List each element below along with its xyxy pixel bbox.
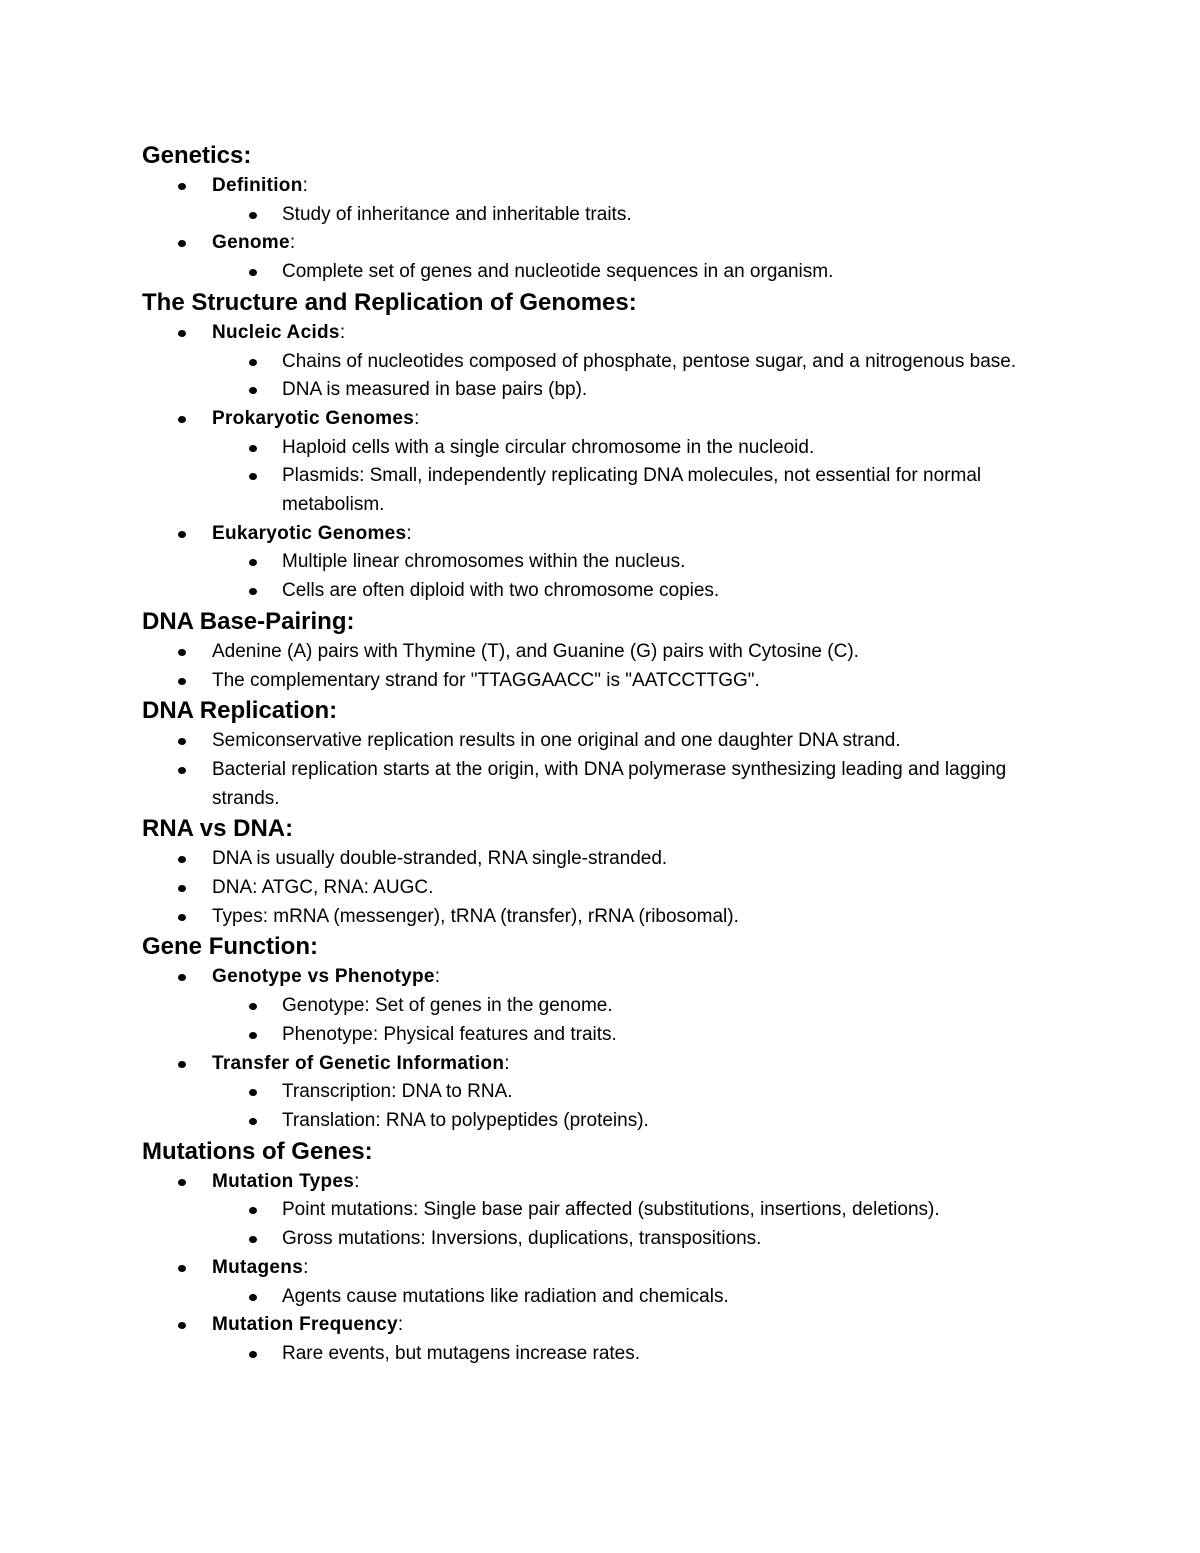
list-item: Transfer of Genetic Information: xyxy=(142,1050,1072,1079)
sub-item-text: Agents cause mutations like radiation and chemicals. xyxy=(282,1285,729,1307)
sub-list-item xyxy=(142,1225,1072,1254)
bullet-icon xyxy=(249,473,257,480)
sub-list-item xyxy=(142,548,1072,577)
bullet-icon xyxy=(249,1236,257,1243)
bullet-icon xyxy=(249,269,257,276)
sub-item-text: Cells are often diploid with two chromosome copies. xyxy=(282,580,720,602)
notes-section xyxy=(142,140,1072,287)
bullet-icon xyxy=(249,1294,257,1301)
bullet-icon xyxy=(178,416,186,423)
sub-item-text: Phenotype: Physical features and traits. xyxy=(282,1023,617,1045)
bullet-icon xyxy=(249,1032,257,1039)
bullet-icon xyxy=(249,445,257,452)
list-item: Nucleic Acids: xyxy=(142,319,1072,348)
list-item xyxy=(142,756,1072,813)
bullet-icon xyxy=(249,1118,257,1125)
notes-section xyxy=(142,1136,1072,1369)
sub-item-text: DNA is measured in base pairs (bp). xyxy=(282,379,588,401)
section-heading: The Structure and Replication of Genomes: xyxy=(142,288,637,316)
list-item xyxy=(142,874,1072,903)
sub-item-text: Rare events, but mutagens increase rates. xyxy=(282,1342,641,1364)
bullet-icon xyxy=(249,1003,257,1010)
list-item: Mutation Types: xyxy=(142,1168,1072,1197)
bullet-icon xyxy=(178,914,186,921)
term-label: Definition xyxy=(212,175,303,196)
bullet-icon xyxy=(178,738,186,745)
item-text: DNA: ATGC, RNA: AUGC. xyxy=(212,877,434,899)
term-label: Transfer of Genetic Information xyxy=(212,1052,505,1074)
bullet-list xyxy=(142,727,1072,813)
item-text: Types: mRNA (messenger), tRNA (transfer), rRNA (ribosomal). xyxy=(212,905,739,927)
section-heading: DNA Replication: xyxy=(142,697,338,725)
section-heading: RNA vs DNA: xyxy=(142,815,294,843)
sub-item-text: Chains of nucleotides composed of phosphate, pentose sugar, and a nitrogenous base. xyxy=(282,350,1017,372)
list-item xyxy=(142,638,1072,667)
bullet-icon xyxy=(178,856,186,863)
term-label: Mutation Types xyxy=(212,1170,355,1192)
term-label: Prokaryotic Genomes xyxy=(212,407,415,429)
list-item: Eukaryotic Genomes: xyxy=(142,520,1072,549)
bullet-icon xyxy=(249,359,257,366)
list-item: Prokaryotic Genomes: xyxy=(142,405,1072,434)
sub-item-text: Genotype: Set of genes in the genome. xyxy=(282,995,613,1017)
item-text: Adenine (A) pairs with Thymine (T), and Guanine (G) pairs with Cytosine (C). xyxy=(212,640,859,662)
bullet-icon xyxy=(249,212,257,219)
term-label: Genome xyxy=(212,232,290,254)
bullet-list xyxy=(142,319,1072,606)
bullet-list xyxy=(142,172,1072,287)
bullet-icon xyxy=(178,767,186,774)
sub-list-item xyxy=(142,1107,1072,1136)
sub-list-item xyxy=(142,201,1072,230)
list-item xyxy=(142,727,1072,756)
sub-list-item xyxy=(142,348,1072,377)
list-item xyxy=(142,903,1072,932)
term-label: Eukaryotic Genomes xyxy=(212,522,407,544)
list-item: Mutation Frequency: xyxy=(142,1311,1072,1340)
term-label: Mutation Frequency xyxy=(212,1314,398,1336)
bullet-icon xyxy=(249,559,257,566)
document-body xyxy=(142,140,1072,1369)
bullet-list xyxy=(142,638,1072,695)
sub-list-item xyxy=(142,376,1072,405)
bullet-list xyxy=(142,963,1072,1135)
notes-section xyxy=(142,287,1072,606)
item-text: Semiconservative replication results in one original and one daughter DNA strand. xyxy=(212,730,901,752)
sub-item-text: Haploid cells with a single circular chromosome in the nucleoid. xyxy=(282,436,815,458)
section-heading: DNA Base-Pairing: xyxy=(142,607,355,635)
section-heading: Mutations of Genes: xyxy=(142,1137,373,1165)
bullet-icon xyxy=(178,885,186,892)
sub-item-text: Multiple linear chromosomes within the nucleus. xyxy=(282,551,686,573)
item-text: The complementary strand for "TTAGGAACC" is "AATCCTTGG". xyxy=(212,669,760,691)
bullet-icon xyxy=(249,1207,257,1214)
bullet-icon xyxy=(249,1351,257,1358)
bullet-list xyxy=(142,845,1072,931)
notes-section xyxy=(142,813,1072,931)
term-label: Nucleic Acids xyxy=(212,321,340,343)
sub-list-item xyxy=(142,1078,1072,1107)
bullet-icon xyxy=(249,387,257,394)
sub-item-text: Point mutations: Single base pair affected (substitutions, insertions, deletions). xyxy=(282,1199,940,1221)
bullet-icon xyxy=(178,183,186,190)
sub-item-text: Gross mutations: Inversions, duplications, transpositions. xyxy=(282,1228,762,1250)
bullet-icon xyxy=(178,330,186,337)
list-item: Genome: xyxy=(142,229,1072,258)
sub-item-text: Plasmids: Small, independently replicating DNA molecules, not essential for normal metabolism. xyxy=(282,465,982,516)
sub-list-item xyxy=(142,462,1072,519)
sub-list-item xyxy=(142,1196,1072,1225)
list-item: Mutagens: xyxy=(142,1254,1072,1283)
section-heading: Genetics: xyxy=(142,142,252,169)
sub-list-item xyxy=(142,577,1072,606)
sub-list-item xyxy=(142,434,1072,463)
item-text: DNA is usually double-stranded, RNA single-stranded. xyxy=(212,848,668,870)
sub-list-item xyxy=(142,258,1072,287)
bullet-icon xyxy=(178,1265,186,1272)
bullet-icon xyxy=(249,588,257,595)
bullet-icon xyxy=(178,1179,186,1186)
bullet-icon xyxy=(178,240,186,247)
bullet-icon xyxy=(178,974,186,981)
sub-item-text: Transcription: DNA to RNA. xyxy=(282,1081,513,1103)
term-label: Mutagens xyxy=(212,1256,304,1278)
bullet-icon xyxy=(178,1061,186,1068)
sub-list-item xyxy=(142,1283,1072,1312)
bullet-icon xyxy=(178,649,186,656)
bullet-icon xyxy=(178,531,186,538)
bullet-icon xyxy=(178,678,186,685)
notes-section xyxy=(142,931,1072,1135)
sub-item-text: Complete set of genes and nucleotide sequences in an organism. xyxy=(282,261,834,283)
section-heading: Gene Function: xyxy=(142,933,318,961)
item-text: Bacterial replication starts at the origin, with DNA polymerase synthesizing leading and lagging strands. xyxy=(212,758,1007,809)
sub-list-item xyxy=(142,1340,1072,1369)
bullet-icon xyxy=(178,1322,186,1329)
bullet-list xyxy=(142,1168,1072,1369)
bullet-icon xyxy=(249,1089,257,1096)
list-item xyxy=(142,845,1072,874)
sub-list-item xyxy=(142,1021,1072,1050)
notes-section xyxy=(142,695,1072,813)
list-item: Genotype vs Phenotype: xyxy=(142,963,1072,992)
list-item xyxy=(142,667,1072,696)
notes-section xyxy=(142,606,1072,695)
sub-list-item xyxy=(142,992,1072,1021)
term-label: Genotype vs Phenotype xyxy=(212,966,435,988)
list-item: Definition: xyxy=(142,172,1072,201)
sub-item-text: Translation: RNA to polypeptides (proteins). xyxy=(282,1109,649,1131)
sub-item-text: Study of inheritance and inheritable traits. xyxy=(282,203,632,225)
